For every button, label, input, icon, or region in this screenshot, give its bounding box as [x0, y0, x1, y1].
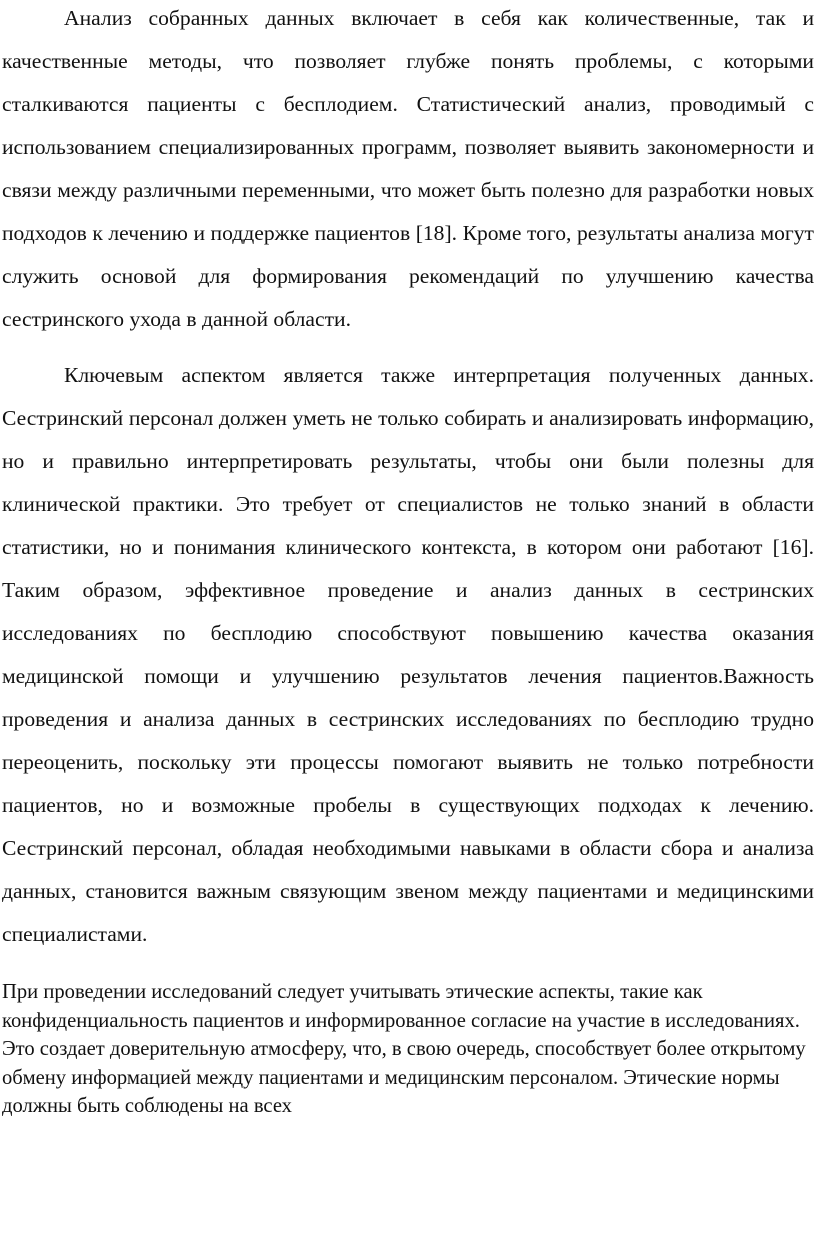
paragraph-data-interpretation: Ключевым аспектом является также интерпретация полученных данных. Сестринский персонал должен уметь не только собирать и анализировать информацию, но и правильно интерпретировать результаты, чтобы они были полезны для клинической практики. Это требует от специалистов не только знаний в области статистики, но и понимания клинического контекста, в котором они работают [16]. Таким образом, эффективное проведение и анализ данных в сестринских исследованиях по бесплодию способствуют повышению качества оказания медицинской помощи и улучшению результатов лечения пациентов.Важность проведения и анализа данных в сестринских исследованиях по бесплодию трудно переоценить, поскольку эти процессы помогают выявить не только потребности пациентов, но и возможные пробелы в существующих подходах к лечению. Сестринский персонал, обладая необходимыми навыками в области сбора и анализа данных, становится важным связующим звеном между пациентами и медицинскими специалистами.	[2, 363, 814, 946]
paragraph-ethics: При проведении исследований следует учитывать этические аспекты, такие как конфиденциальность пациентов и информированное согласие на участие в исследованиях. Это создает доверительную атмосферу, что, в свою очередь, способствует более открытому обмену информацией между пациентами и медицинским персоналом. Этические нормы должны быть соблюдены на всех	[2, 981, 806, 1117]
paragraph-data-analysis: Анализ собранных данных включает в себя как количественные, так и качественные методы, что позволяет глубже понять проблемы, с которыми сталкиваются пациенты с бесплодием. Статистический анализ, проводимый с использованием специализированных программ, позволяет выявить закономерности и связи между различными переменными, что может быть полезно для разработки новых подходов к лечению и поддержке пациентов [18]. Кроме того, результаты анализа могут служить основой для формирования рекомендаций по улучшению качества сестринского ухода в данной области.	[2, 6, 814, 331]
